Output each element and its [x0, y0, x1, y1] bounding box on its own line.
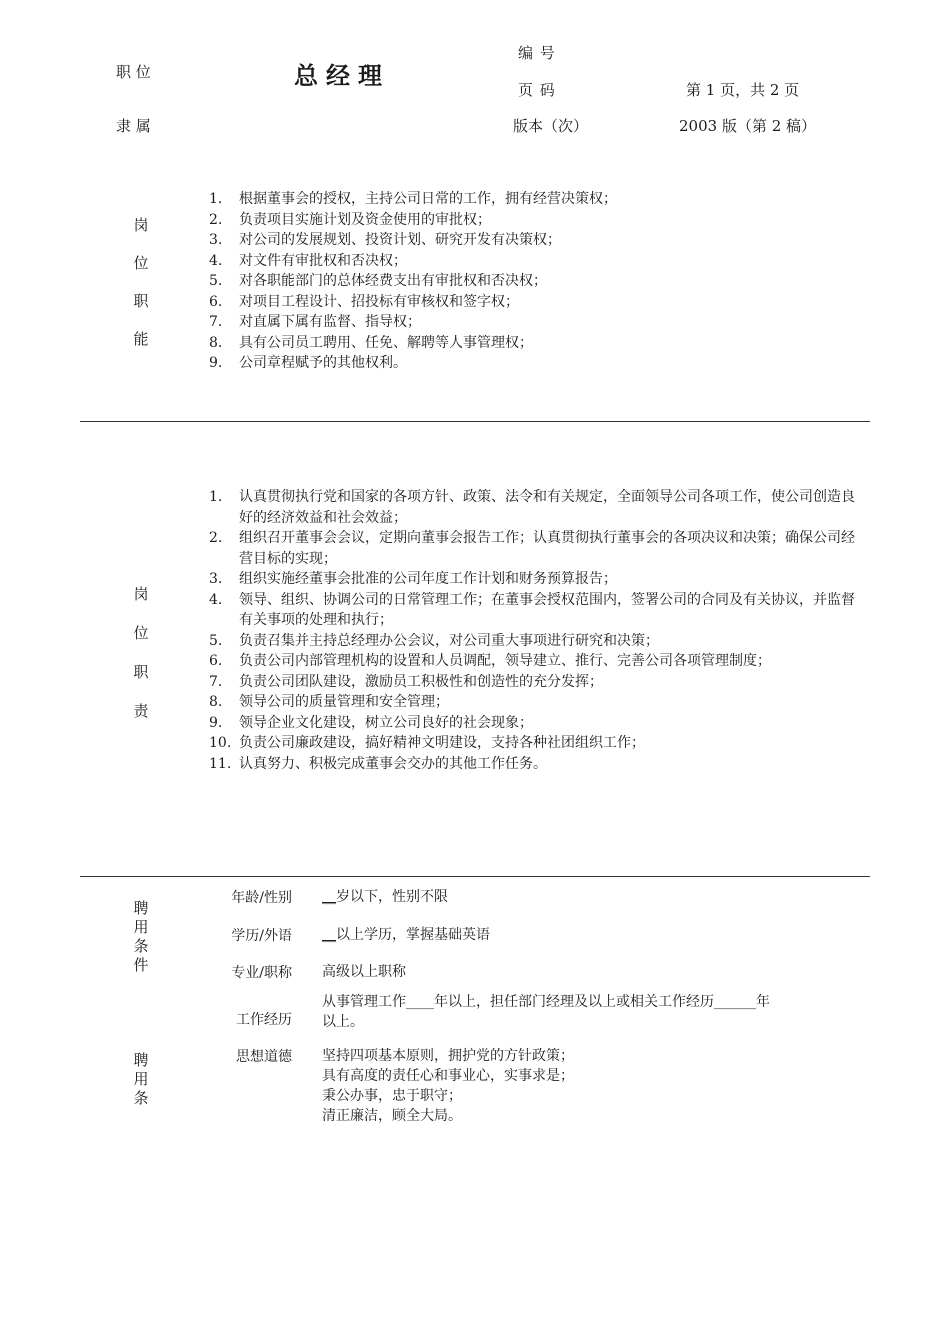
- list-item: 7. 负责公司团队建设，激励员工积极性和创造性的充分发挥；: [209, 673, 603, 690]
- duties-section-label: [132, 583, 150, 721]
- label-char: 能: [133, 330, 149, 348]
- education-blank: __: [322, 927, 336, 943]
- list-item: 6. 负责公司内部管理机构的设置和人员调配，领导建立、推行、完善公司各项管理制度；: [209, 653, 771, 669]
- label-char: 用: [133, 918, 149, 936]
- list-item: 2. 负责项目实施计划及资金使用的审批权；: [209, 211, 491, 228]
- label-char: 职: [133, 292, 149, 310]
- list-item: 8. 具有公司员工聘用、任免、解聘等人事管理权；: [209, 334, 533, 351]
- list-item: 4. 对文件有审批权和否决权；: [209, 252, 407, 269]
- title-value: 高级以上职称: [322, 964, 406, 980]
- section-divider: [80, 421, 870, 422]
- list-item: 6. 对项目工程设计、招投标有审核权和签字权；: [209, 293, 519, 310]
- label-char: 条: [133, 1089, 149, 1107]
- label-char: 条: [133, 937, 149, 955]
- education-label: 学历/外语: [231, 928, 292, 944]
- age-label: 年龄/性别: [231, 890, 292, 906]
- requirements-section-label: [132, 899, 150, 975]
- page-label: 页 码: [518, 81, 556, 99]
- list-item: 5. 对各职能部门的总体经费支出有审批权和否决权；: [209, 273, 547, 289]
- age-blank: __: [322, 889, 336, 905]
- experience-value: 从事管理工作____年以上，担任部门经理及以上或相关工作经历______年 以上。: [322, 994, 770, 1030]
- list-item: 1. 认真贯彻执行党和国家的各项方针、政策、法令和有关规定，全面领导公司各项工作，使公司创造良好的经济效益和社会效益；: [209, 489, 855, 526]
- experience-label: 工作经历: [236, 1012, 292, 1028]
- label-char: 岗: [133, 585, 149, 603]
- position-label: 职 位: [116, 63, 151, 81]
- list-item: 7. 对直属下属有监督、指导权；: [209, 314, 421, 330]
- list-item: 3. 组织实施经董事会批准的公司年度工作计划和财务预算报告；: [209, 571, 617, 587]
- page-value: 第 1 页，共 2 页: [686, 81, 800, 99]
- label-char: 岗: [133, 216, 149, 234]
- list-item: 9. 公司章程赋予的其他权利。: [209, 355, 407, 371]
- functions-section-label: [132, 214, 150, 349]
- list-item: 10. 负责公司廉政建设，搞好精神文明建设，支持各种社团组织工作；: [209, 735, 645, 751]
- list-item: 9. 领导企业文化建设，树立公司良好的社会现象；: [209, 714, 533, 731]
- label-char: 用: [133, 1070, 149, 1088]
- morality-value: 坚持四项基本原则，拥护党的方针政策； 具有高度的责任心和事业心，实事求是； 秉公办事，忠于职守； 清正廉洁，顾全大局。: [322, 1048, 574, 1124]
- list-item: 11. 认真努力、积极完成董事会交办的其他工作任务。: [209, 755, 547, 772]
- label-char: 聘: [133, 1051, 149, 1069]
- list-item: 8. 领导公司的质量管理和安全管理；: [209, 694, 449, 710]
- label-char: 位: [133, 254, 149, 272]
- list-item: 1. 根据董事会的授权，主持公司日常的工作，拥有经营决策权；: [209, 191, 617, 207]
- list-item: 4. 领导、组织、协调公司的日常管理工作；在董事会授权范围内，签署公司的合同及有关协议，并监督有关事项的处理和执行；: [209, 591, 855, 628]
- version-value: 2003 版（第 2 稿）: [679, 117, 817, 135]
- list-item: 2. 组织召开董事会会议，定期向董事会报告工作；认真贯彻执行董事会的各项决议和决策；确保公司经营目标的实现；: [209, 530, 855, 567]
- version-label: 版本（次）: [513, 117, 589, 135]
- label-char: 责: [133, 702, 149, 720]
- label-char: 位: [133, 624, 149, 642]
- list-item: 5. 负责召集并主持总经理办公会议，对公司重大事项进行研究和决策；: [209, 632, 659, 649]
- education-value: __以上学历，掌握基础英语: [322, 927, 490, 943]
- duties-list: [209, 487, 864, 774]
- functions-list: [209, 189, 864, 374]
- label-char: 聘: [133, 899, 149, 917]
- label-char: 职: [133, 663, 149, 681]
- label-char: 件: [133, 956, 149, 974]
- page-title: 总经理: [294, 62, 390, 90]
- morality-label: 思想道德: [236, 1049, 292, 1065]
- requirements-section-label-2: [132, 1051, 150, 1108]
- section-divider: [80, 876, 870, 877]
- list-item: 3. 对公司的发展规划、投资计划、研究开发有决策权；: [209, 232, 561, 248]
- number-label: 编 号: [518, 44, 556, 62]
- affiliation-label: 隶 属: [116, 117, 151, 135]
- age-value: __岁以下，性别不限: [322, 889, 448, 905]
- title-label: 专业/职称: [231, 965, 292, 981]
